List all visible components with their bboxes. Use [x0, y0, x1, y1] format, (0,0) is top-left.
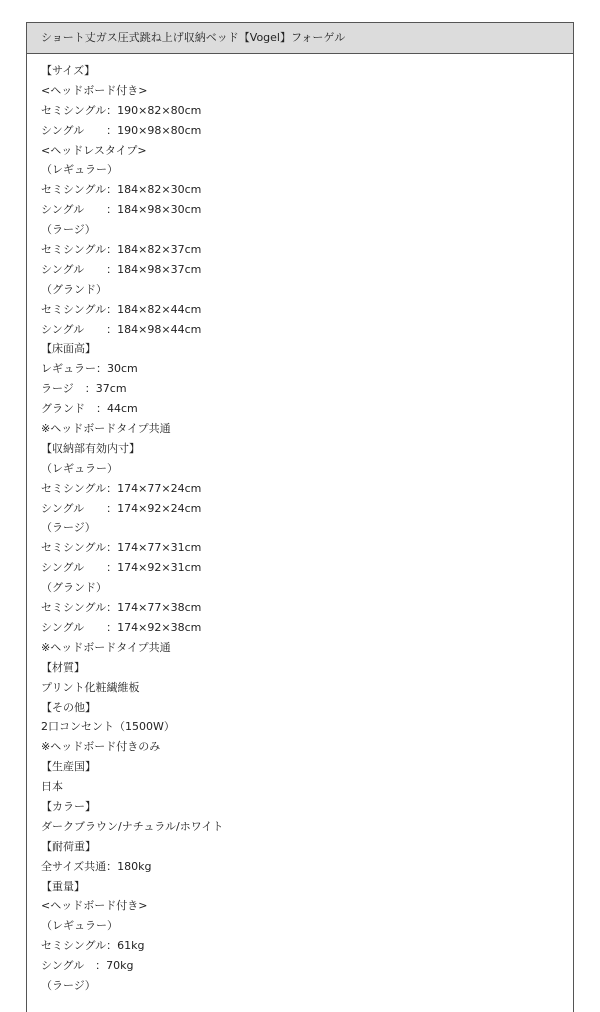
- spec-table: [26, 22, 574, 1012]
- spec-line: 日本: [41, 780, 63, 794]
- spec-line: ※ヘッドボード付きのみ: [41, 740, 161, 754]
- spec-line: プリント化粧繊維板: [41, 680, 140, 694]
- spec-lines: [27, 54, 573, 996]
- spec-line: <ヘッドボード付き>: [41, 899, 148, 913]
- spec-line: 【重量】: [41, 879, 85, 893]
- spec-line: セミシングル：174×77×24cm: [41, 481, 202, 495]
- spec-line: （グランド）: [41, 282, 107, 296]
- spec-line: <ヘッドボード付き>: [41, 83, 148, 97]
- spec-line: 【その他】: [41, 700, 96, 714]
- spec-line: （ラージ）: [41, 521, 96, 535]
- spec-line: シングル ：184×98×44cm: [41, 322, 202, 336]
- spec-line: セミシングル：184×82×37cm: [41, 243, 202, 257]
- spec-line: 【収納部有効内寸】: [41, 441, 140, 455]
- spec-line: シングル ：174×92×38cm: [41, 620, 202, 634]
- spec-line: 【カラー】: [41, 799, 96, 813]
- spec-line: セミシングル：190×82×80cm: [41, 103, 202, 117]
- product-title-header: [27, 23, 573, 54]
- product-title: ショート丈ガス圧式跳ね上げ収納ベッド【Vogel】フォーゲル: [41, 31, 346, 44]
- spec-line: （レギュラー）: [41, 163, 118, 177]
- spec-line: シングル ：190×98×80cm: [41, 123, 202, 137]
- spec-line: 【床面高】: [41, 342, 96, 356]
- spec-line: シングル ：174×92×24cm: [41, 501, 202, 515]
- spec-line: （レギュラー）: [41, 919, 118, 933]
- spec-line: ラージ ：37cm: [41, 382, 127, 396]
- spec-line: セミシングル：174×77×31cm: [41, 541, 202, 555]
- spec-line: レギュラー：30cm: [41, 362, 138, 376]
- spec-line: 【生産国】: [41, 760, 96, 774]
- spec-line: ダークブラウン/ナチュラル/ホワイト: [41, 819, 224, 833]
- spec-line: （レギュラー）: [41, 461, 118, 475]
- spec-line: セミシングル：174×77×38cm: [41, 601, 202, 615]
- spec-line: セミシングル：61kg: [41, 939, 145, 953]
- spec-line: 【サイズ】: [41, 64, 96, 77]
- spec-line: グランド ：44cm: [41, 402, 138, 416]
- spec-line: 全サイズ共通：180kg: [41, 859, 152, 873]
- spec-line: 【耐荷重】: [41, 839, 96, 853]
- spec-line: シングル ：184×98×37cm: [41, 262, 202, 276]
- spec-line: シングル ：184×98×30cm: [41, 203, 202, 217]
- spec-line: セミシングル：184×82×44cm: [41, 302, 202, 316]
- spec-line: ※ヘッドボードタイプ共通: [41, 640, 171, 654]
- spec-line: 【材質】: [41, 660, 85, 674]
- spec-line: （ラージ）: [41, 223, 96, 237]
- spec-line: セミシングル：184×82×30cm: [41, 183, 202, 197]
- spec-line: <ヘッドレスタイプ>: [41, 143, 147, 157]
- spec-line: （グランド）: [41, 581, 107, 595]
- spec-line: シングル ：70kg: [41, 959, 134, 973]
- spec-line: 2口コンセント（1500W）: [41, 720, 175, 734]
- spec-line: （ラージ）: [41, 978, 96, 992]
- spec-line: シングル ：174×92×31cm: [41, 561, 202, 575]
- spec-line: ※ヘッドボードタイプ共通: [41, 422, 171, 436]
